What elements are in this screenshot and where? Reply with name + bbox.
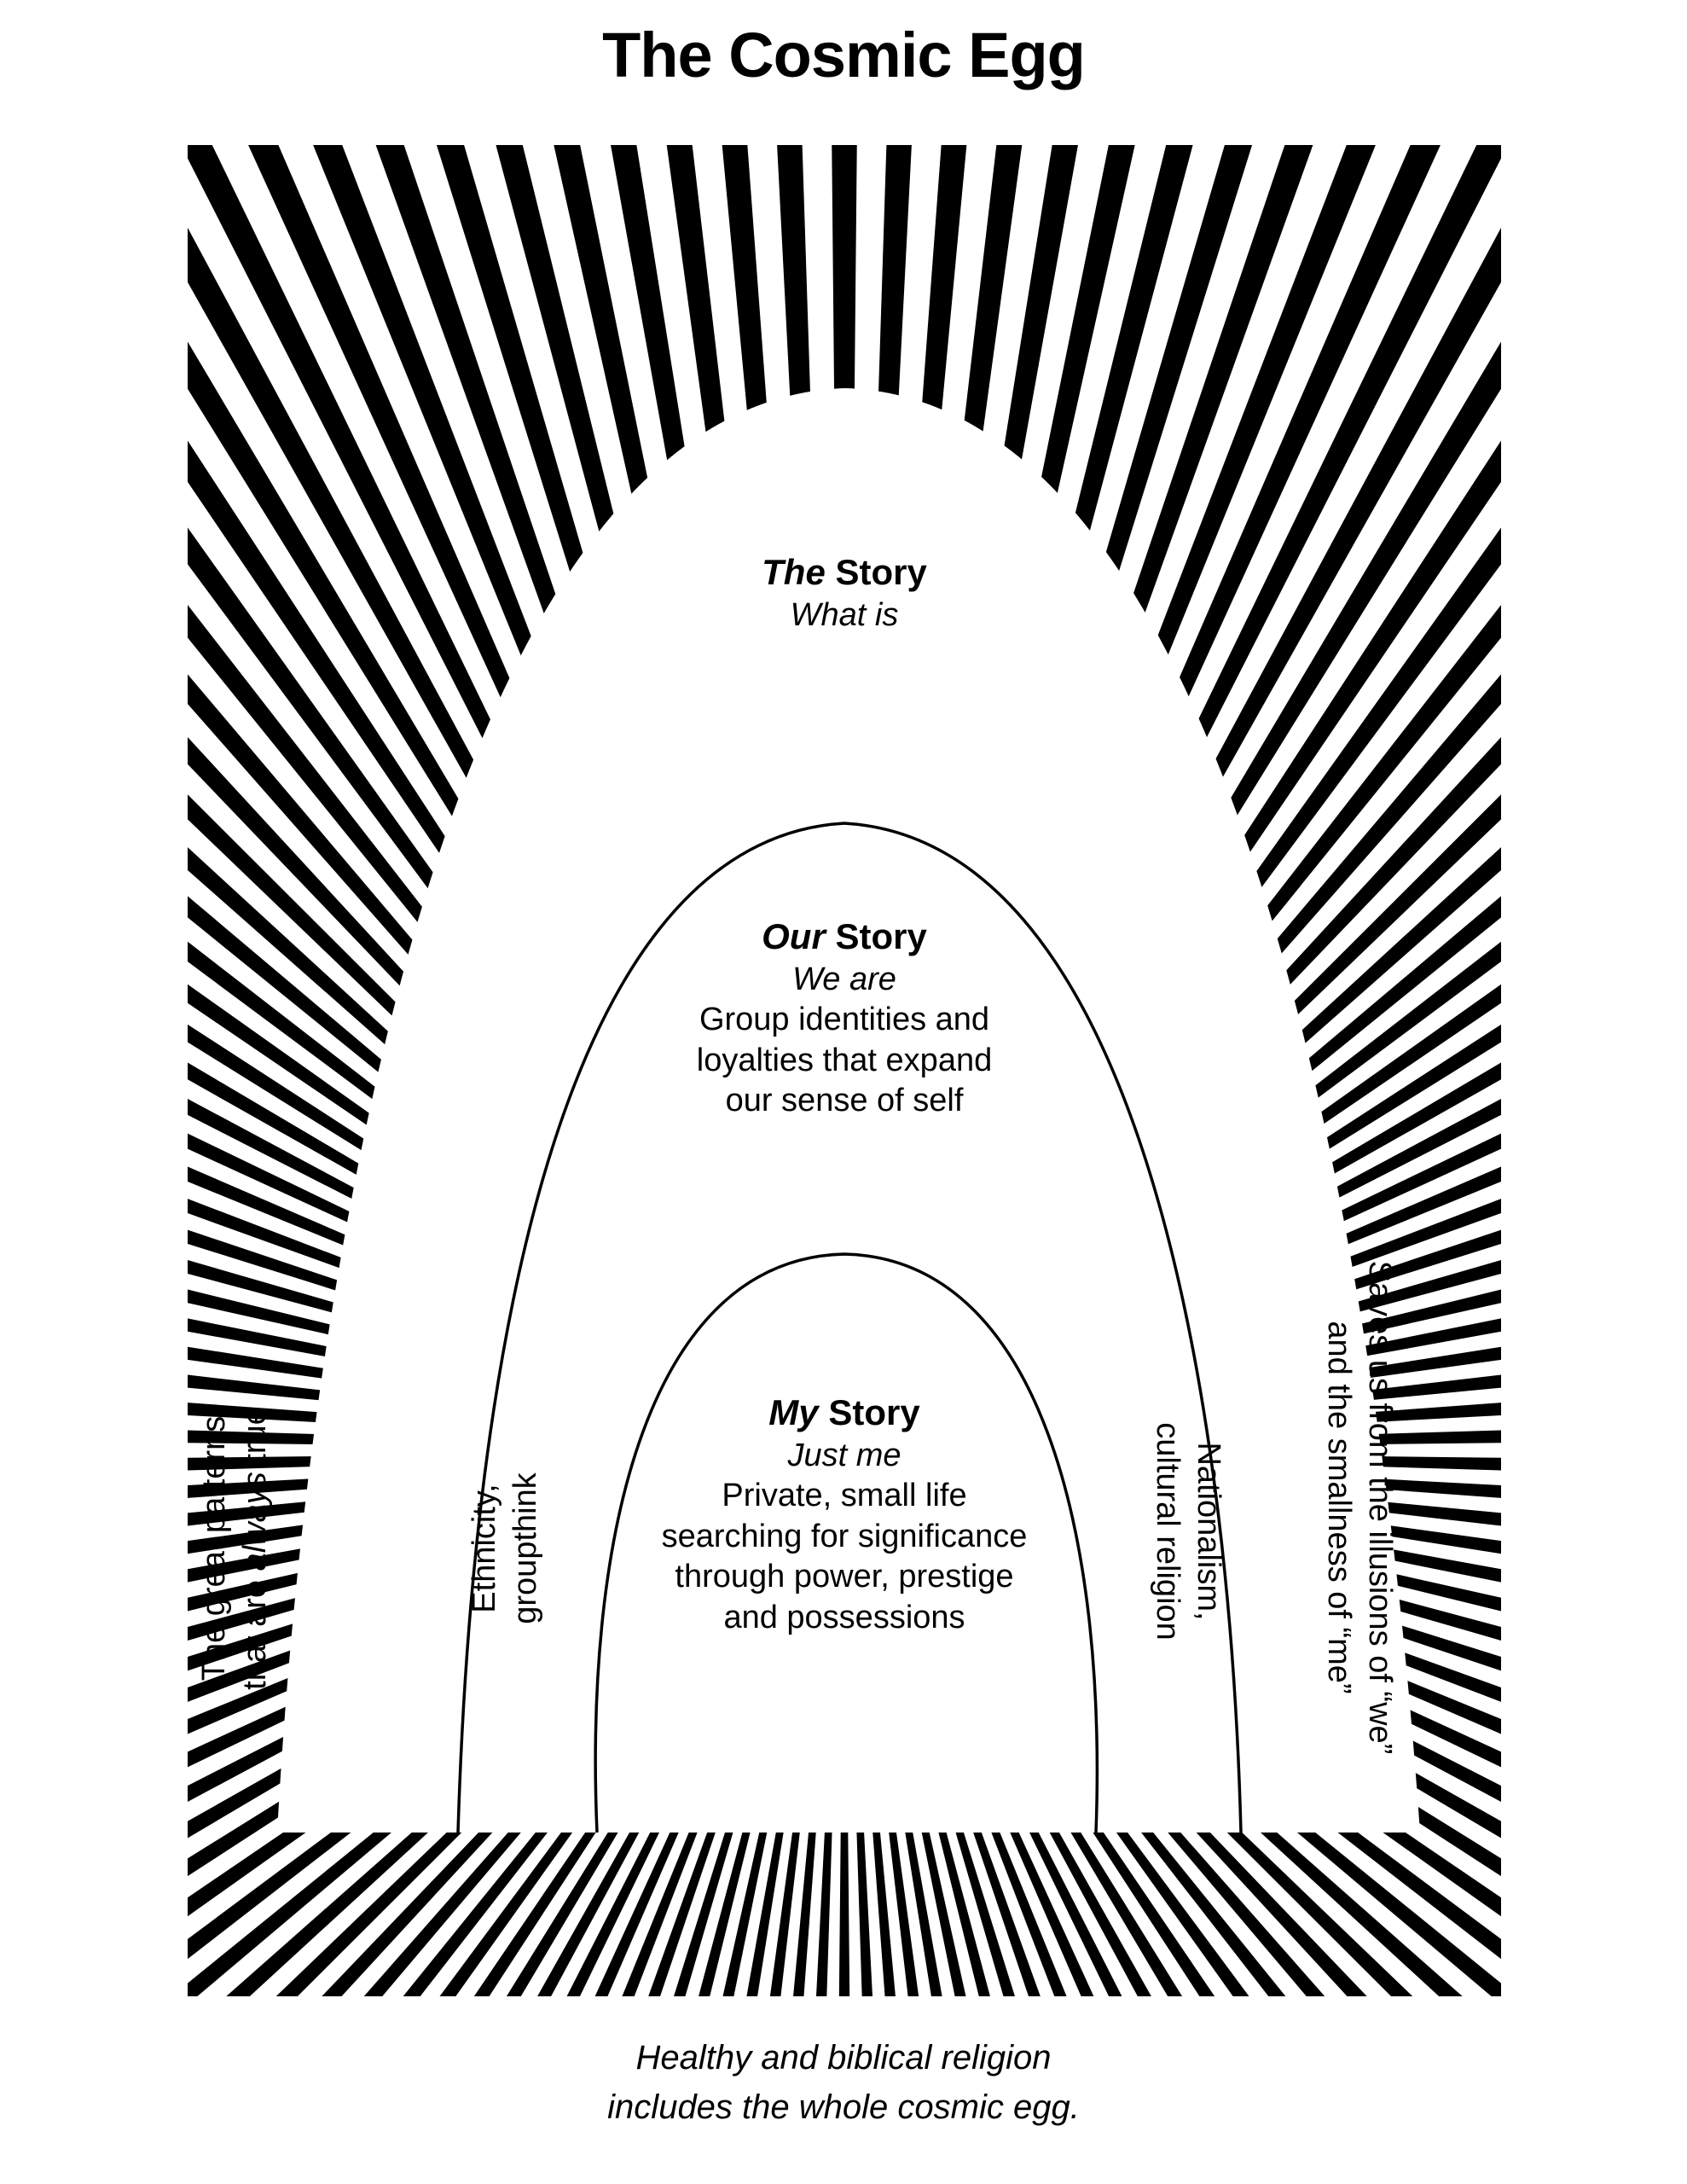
outer-left-line2-post: true xyxy=(236,1407,273,1472)
middle-right-line: Nationalism, xyxy=(1191,1442,1226,1621)
middle-right-line: cultural religion xyxy=(1150,1422,1186,1641)
middle-left-line: groupthink xyxy=(507,1472,543,1624)
my-story-subtitle: Just me xyxy=(787,1437,901,1473)
my-story-label xyxy=(631,1391,1058,1638)
my-story-heading xyxy=(631,1391,1058,1436)
my-story-heading-rest: Story xyxy=(818,1392,920,1432)
the-story-heading-em: The xyxy=(762,552,826,592)
my-story-desc-line: searching for significance xyxy=(661,1518,1028,1554)
outer-left-line2-em: always xyxy=(236,1472,273,1571)
outer-left-line: The great patterns xyxy=(196,1415,232,1682)
outer-right-line: and the smallness of “me” xyxy=(1321,1321,1358,1694)
middle-right-side-label xyxy=(1143,1386,1228,1676)
outer-left-line2-pre: that are xyxy=(236,1571,273,1690)
my-story-heading-em: My xyxy=(768,1392,819,1432)
outer-right-side-label xyxy=(1314,1234,1400,1780)
caption-line: Healthy and biblical religion xyxy=(635,2039,1052,2077)
caption-line: includes the whole cosmic egg. xyxy=(607,2088,1080,2126)
our-story-subtitle: We are xyxy=(792,961,896,997)
outer-left-side-label xyxy=(194,1378,280,1719)
my-story-desc-line: through power, prestige xyxy=(675,1559,1014,1594)
outer-left-line xyxy=(235,1378,276,1719)
middle-left-side-label xyxy=(465,1420,550,1676)
the-story-heading-rest: Story xyxy=(825,552,927,592)
my-story-desc-line: and possessions xyxy=(723,1599,965,1635)
our-story-label xyxy=(631,915,1058,1122)
the-story-label xyxy=(674,550,1015,636)
our-story-heading-em: Our xyxy=(762,916,826,956)
our-story-desc-line: our sense of self xyxy=(725,1083,964,1118)
diagram-title: The Cosmic Egg xyxy=(602,20,1085,90)
outer-right-line: Saves us from the illusions of “we” xyxy=(1362,1260,1398,1755)
our-story-heading-rest: Story xyxy=(825,916,927,956)
our-story-desc-line: Group identities and xyxy=(699,1002,990,1037)
diagram-caption xyxy=(0,2033,1687,2132)
middle-left-line: Ethnicity, xyxy=(467,1484,502,1613)
my-story-desc-line: Private, small life xyxy=(722,1478,967,1513)
our-story-desc-line: loyalties that expand xyxy=(696,1042,993,1078)
our-story-heading xyxy=(631,915,1058,960)
the-story-subtitle: What is xyxy=(790,596,899,633)
the-story-heading xyxy=(674,550,1015,595)
